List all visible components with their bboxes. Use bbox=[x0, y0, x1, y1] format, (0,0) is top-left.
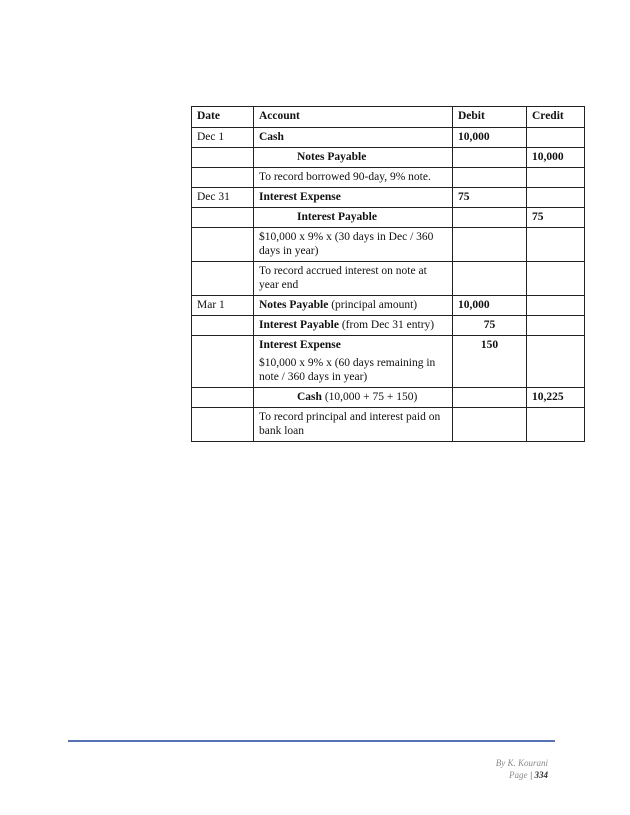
table-row bbox=[192, 408, 585, 442]
cell-account: To record accrued interest on note at year end bbox=[254, 262, 453, 296]
footer-divider bbox=[68, 740, 555, 742]
cell-date bbox=[192, 148, 254, 168]
footer-author: By K. Kourani bbox=[495, 758, 548, 768]
cell-date bbox=[192, 208, 254, 228]
table-row bbox=[192, 296, 585, 316]
cell-debit bbox=[453, 388, 527, 408]
journal-entry-table bbox=[191, 106, 585, 442]
account-note: $10,000 x 9% x (60 days remaining in note / 360 days in year) bbox=[259, 357, 436, 383]
table-row bbox=[192, 128, 585, 148]
header-credit: Credit bbox=[527, 107, 585, 128]
cell-credit bbox=[527, 408, 585, 442]
cell-account: To record borrowed 90-day, 9% note. bbox=[254, 168, 453, 188]
account-note: (10,000 + 75 + 150) bbox=[321, 391, 418, 403]
table-row bbox=[192, 262, 585, 296]
cell-date bbox=[192, 336, 254, 388]
header-account: Account bbox=[254, 107, 453, 128]
cell-debit bbox=[453, 148, 527, 168]
table-row bbox=[192, 388, 585, 408]
cell-date bbox=[192, 388, 254, 408]
cell-account bbox=[254, 336, 453, 388]
cell-debit bbox=[453, 408, 527, 442]
cell-debit bbox=[453, 262, 527, 296]
cell-account: Cash bbox=[254, 128, 453, 148]
cell-credit bbox=[527, 336, 585, 388]
page-label: Page bbox=[509, 770, 528, 780]
cell-date bbox=[192, 316, 254, 336]
cell-account bbox=[254, 316, 453, 336]
cell-credit: 75 bbox=[527, 208, 585, 228]
cell-credit bbox=[527, 262, 585, 296]
cell-account bbox=[254, 388, 453, 408]
table-row bbox=[192, 228, 585, 262]
table-row bbox=[192, 188, 585, 208]
cell-date: Dec 31 bbox=[192, 188, 254, 208]
cell-credit bbox=[527, 128, 585, 148]
cell-debit bbox=[453, 208, 527, 228]
account-name: Notes Payable bbox=[259, 299, 329, 311]
cell-credit bbox=[527, 296, 585, 316]
cell-debit: 10,000 bbox=[453, 128, 527, 148]
cell-debit: 75 bbox=[453, 316, 527, 336]
table-row bbox=[192, 316, 585, 336]
cell-date bbox=[192, 228, 254, 262]
cell-date bbox=[192, 262, 254, 296]
cell-account: Notes Payable bbox=[254, 148, 453, 168]
cell-account bbox=[254, 296, 453, 316]
footer-page bbox=[496, 769, 548, 781]
table-row bbox=[192, 336, 585, 388]
cell-account: To record principal and interest paid on bank loan bbox=[254, 408, 453, 442]
cell-account: $10,000 x 9% x (30 days in Dec / 360 days in year) bbox=[254, 228, 453, 262]
cell-credit: 10,225 bbox=[527, 388, 585, 408]
cell-date bbox=[192, 408, 254, 442]
cell-credit bbox=[527, 188, 585, 208]
header-debit: Debit bbox=[453, 107, 527, 128]
table-header-row bbox=[192, 107, 585, 128]
page-separator: | bbox=[529, 770, 533, 780]
cell-debit bbox=[453, 228, 527, 262]
cell-date: Dec 1 bbox=[192, 128, 254, 148]
table-row bbox=[192, 168, 585, 188]
cell-account: Interest Expense bbox=[254, 188, 453, 208]
account-note: (principal amount) bbox=[328, 299, 418, 311]
cell-debit: 10,000 bbox=[453, 296, 527, 316]
cell-date bbox=[192, 168, 254, 188]
cell-debit: 75 bbox=[453, 188, 527, 208]
cell-debit: 150 bbox=[453, 336, 527, 388]
cell-credit: 10,000 bbox=[527, 148, 585, 168]
header-date: Date bbox=[192, 107, 254, 128]
page-footer bbox=[496, 757, 548, 781]
account-name: Interest Expense bbox=[259, 339, 341, 351]
cell-credit bbox=[527, 228, 585, 262]
cell-date: Mar 1 bbox=[192, 296, 254, 316]
table-row bbox=[192, 148, 585, 168]
table-row bbox=[192, 208, 585, 228]
page-number: 334 bbox=[534, 770, 548, 780]
cell-credit bbox=[527, 168, 585, 188]
cell-credit bbox=[527, 316, 585, 336]
account-note: (from Dec 31 entry) bbox=[338, 319, 435, 331]
account-name: Cash bbox=[297, 391, 322, 403]
cell-debit bbox=[453, 168, 527, 188]
account-name: Interest Payable bbox=[259, 319, 339, 331]
cell-account: Interest Payable bbox=[254, 208, 453, 228]
